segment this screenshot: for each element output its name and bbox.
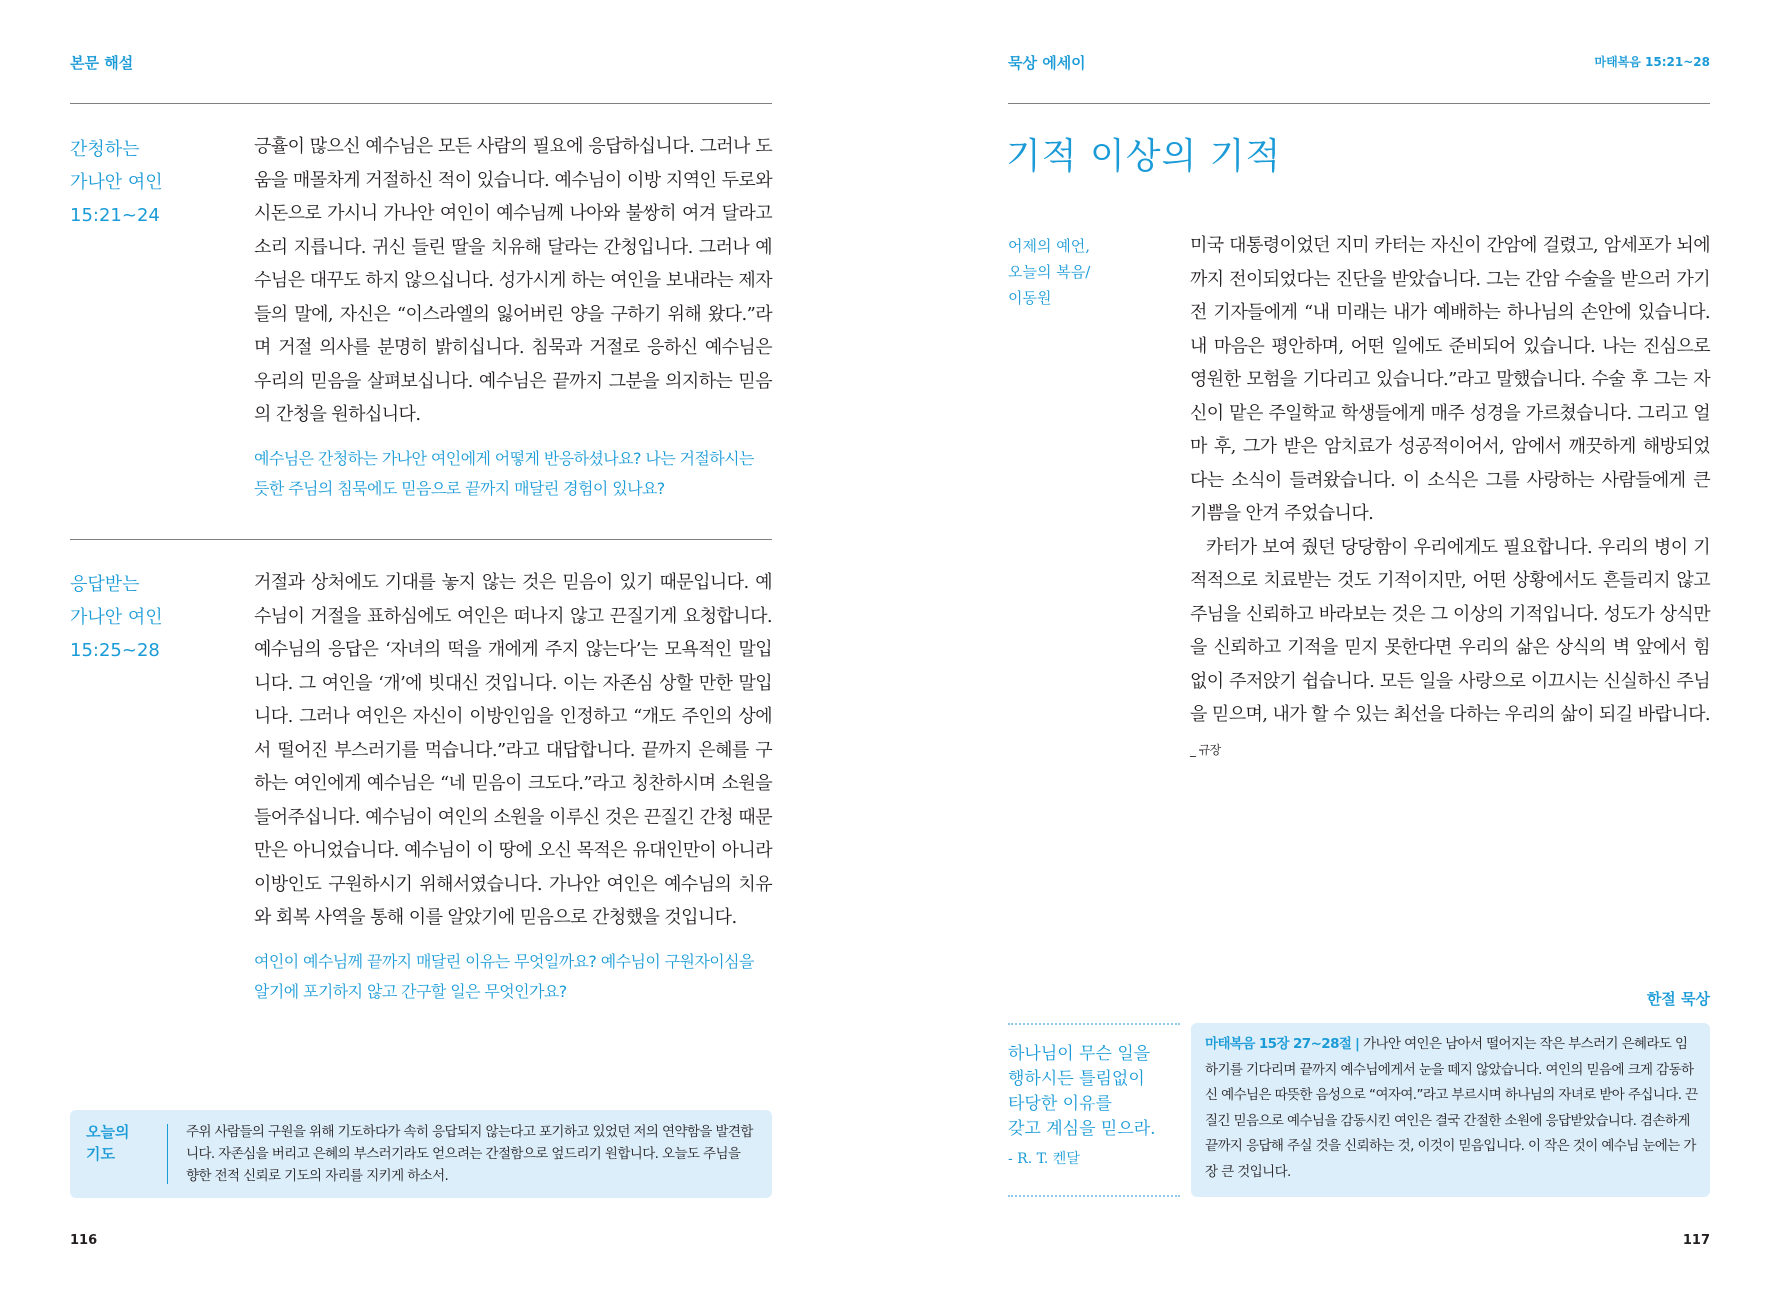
section-body-1: 긍휼이 많으신 예수님은 모든 사람의 필요에 응답하십니다. 그러나 도움을 매몰차게 거절하신 적이 있습니다. 예수님이 이방 지역인 두로와 시돈으로 가시니 가나안 여인이 예수님께 나아와 불쌍히 여겨 달라고 소리 지릅니다. 귀신 들린 딸을 치유해 달라는 간청입니다. 그러나 예수님은 대꾸도 하지 않으십니다. 성가시게 하는 여인을 보내라는 제자들의 말에, 자신은 “이스라엘의 잃어버린 양을 구하기 위해 왔다.”라며 거절 의사를 분명히 밝히십니다. 침묵과 거절로 응하신 예수님은 우리의 믿음을 살펴보십니다. 예수님은 끝까지 그분을 의지하는 믿음의 간청을 원하십니다. <box>254 136 772 425</box>
essay-body <box>1190 229 1710 767</box>
one-verse-separator: | <box>1355 1036 1360 1052</box>
essay-paragraph-2-text: 카터가 보여 줬던 당당함이 우리에게도 필요합니다. 우리의 병이 기적적으로 치료받는 것도 기적이지만, 어떤 상황에서도 흔들리지 않고 주님을 신뢰하고 바라보는 것은 그 이상의 기적입니다. 성도가 상식만을 신뢰하고 기적을 믿지 못한다면 우리의 삶은 상식의 벽 앞에서 힘없이 주저앉기 쉽습니다. 모든 일을 사랑으로 이끄시는 신실하신 주님을 믿으며, 내가 할 수 있는 최선을 다하는 우리의 삶이 되길 바랍니다. <box>1190 536 1710 725</box>
one-verse-label: 한절 묵상 <box>1646 990 1710 1008</box>
section-body-2: 거절과 상처에도 기대를 놓지 않는 것은 믿음이 있기 때문입니다. 예수님이 거절을 표하심에도 여인은 떠나지 않고 끈질기게 요청합니다. 예수님의 응답은 ‘자녀의 떡을 개에게 주지 않는다’는 모욕적인 말입니다. 그 여인을 ‘개’에 빗대신 것입니다. 이는 자존심 상할 만한 말입니다. 그러나 여인은 자신이 이방인임을 인정하고 “개도 주인의 상에서 떨어진 부스러기를 먹습니다.”라고 대답합니다. 끝까지 은혜를 구하는 여인에게 예수님은 “네 믿음이 크도다.”라고 칭찬하시며 소원을 들어주십니다. 예수님이 여인의 소원을 이루신 것은 끈질긴 간청 때문만은 아니었습니다. 예수님이 이 땅에 오신 목적은 유대인만이 아니라 이방인도 구원하시기 위해서였습니다. 가나안 여인은 예수님의 치유와 회복 사역을 통해 이를 알았기에 믿음으로 간청했을 것입니다. <box>254 572 772 928</box>
section-1 <box>254 130 772 504</box>
left-page-header: 본문 해설 <box>70 54 134 72</box>
prayer-divider <box>167 1124 168 1184</box>
essay-title: 기적 이상의 기적 <box>1006 136 1282 177</box>
quote-author: - R. T. 켄달 <box>1008 1151 1080 1167</box>
section-2 <box>254 566 772 1007</box>
prayer-text: 주위 사람들의 구원을 위해 기도하다가 속히 응답되지 않는다고 포기하고 있었던 저의 연약함을 발견합니다. 자존심을 버리고 은혜의 부스러기라도 얻으려는 간절함으로 엎드리기 원합니다. 오늘도 주님을 향한 전적 신뢰로 기도의 자리를 지키게 하소서. <box>186 1124 753 1184</box>
quote-bottom-rule <box>1008 1195 1180 1197</box>
one-verse-ref: 마태복음 15장 27~28절 <box>1205 1036 1352 1052</box>
header-rule-right <box>1008 103 1710 104</box>
prayer-label: 오늘의 기도 <box>86 1123 130 1163</box>
essay-signature: _ 규장 <box>1190 742 1221 757</box>
one-verse-text: 가나안 여인은 남아서 떨어지는 작은 부스러기 은혜라도 임하기를 기다리며 끝까지 예수님에게서 눈을 떼지 않았습니다. 여인의 믿음에 크게 감동하신 예수님은 따뜻한 음성으로 “여자여.”라고 부르시며 하나님의 자녀로 받아 주십니다. 끈질긴 믿음으로 예수님을 감동시킨 여인은 결국 간절한 소원에 응답받았습니다. 겸손하게 끝까지 응답해 주실 것을 신뢰하는 것, 이것이 믿음입니다. 이 작은 것이 예수님 눈에는 가장 큰 것입니다. <box>1205 1036 1698 1180</box>
quote-text: 하나님이 무슨 일을 행하시든 틀림없이 타당한 이유를 갖고 계심을 믿으라. <box>1008 1044 1156 1139</box>
scripture-ref: 마태복음 15:21~28 <box>1594 55 1710 69</box>
essay-source: 어제의 예언, 오늘의 복음/ 이동원 <box>1008 237 1091 307</box>
header-rule <box>70 103 772 104</box>
section-question-1: 예수님은 간청하는 가나안 여인에게 어떻게 반응하셨나요? 나는 거절하시는 듯한 주님의 침묵에도 믿음으로 끝까지 매달린 경험이 있나요? <box>254 448 754 498</box>
section-divider <box>70 539 772 540</box>
page-number-left: 116 <box>70 1233 98 1248</box>
one-verse-box <box>1191 1023 1710 1197</box>
section-title-2: 응답받는 가나안 여인 15:25~28 <box>70 574 163 661</box>
section-title-1: 간청하는 가나안 여인 15:21~24 <box>70 139 163 226</box>
quote-top-rule <box>1008 1023 1180 1025</box>
essay-paragraph-1: 미국 대통령이었던 지미 카터는 자신이 간암에 걸렸고, 암세포가 뇌에까지 전이되었다는 진단을 받았습니다. 그는 간암 수술을 받으러 가기 전 기자들에게 “내 미래는 내가 예배하는 하나님의 손안에 있습니다. 내 마음은 평안하며, 어떤 일에도 준비되어 있습니다. 나는 진심으로 영원한 모험을 기다리고 있습니다.”라고 말했습니다. 수술 후 그는 자신이 맡은 주일학교 학생들에게 매주 성경을 가르쳤습니다. 그리고 얼마 후, 그가 받은 암치료가 성공적이어서, 암에서 깨끗하게 해방되었다는 소식이 들려왔습니다. 이 소식은 그를 사랑하는 사람들에게 큰 기쁨을 안겨 주었습니다. <box>1190 235 1710 524</box>
right-page-header: 묵상 에세이 <box>1008 54 1086 72</box>
section-question-2: 여인이 예수님께 끝까지 매달린 이유는 무엇일까요? 예수님이 구원자이심을 알기에 포기하지 않고 간구할 일은 무엇인가요? <box>254 951 754 1001</box>
page-number-right: 117 <box>1682 1233 1710 1248</box>
prayer-box <box>70 1110 772 1198</box>
one-verse-content <box>1205 1032 1699 1185</box>
essay-paragraph-2 <box>1190 531 1710 768</box>
